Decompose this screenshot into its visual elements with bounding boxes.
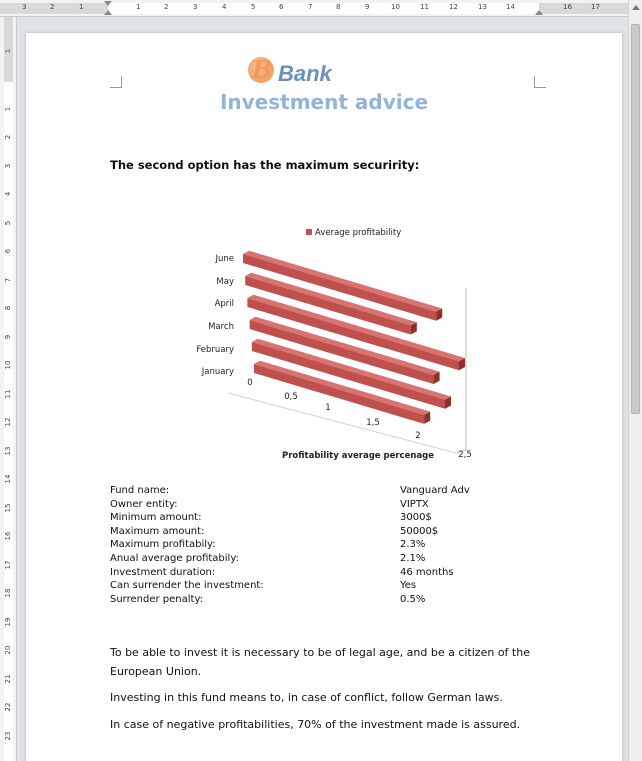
right-indent-marker[interactable] (535, 10, 543, 15)
document-title[interactable]: Investment advice (219, 90, 429, 114)
bank-logo (248, 55, 358, 89)
ruler-number: 2 (50, 3, 55, 11)
ruler-number: 23 (4, 731, 12, 741)
fund-label: Owner entity: (110, 498, 178, 510)
ruler-number: 3 (22, 3, 27, 11)
ruler-number: 10 (391, 3, 400, 11)
scrollbar-thumb[interactable] (631, 24, 640, 414)
ruler-work-area (108, 3, 539, 14)
fund-value: 46 months (400, 566, 454, 578)
x-tick-label: 2 (415, 431, 421, 441)
category-label: February (196, 345, 234, 355)
ruler-number: 1 (136, 3, 141, 11)
logo-name: Bank (278, 61, 332, 86)
document-page[interactable] (26, 33, 622, 761)
fund-label: Surrender penalty: (110, 593, 204, 605)
paragraph-assured-investment[interactable]: In case of negative profitabilities, 70% of the investment made is assured. (110, 718, 521, 731)
fund-label: Can surrender the investment: (110, 580, 264, 592)
ruler-right-margin (539, 3, 628, 14)
fund-label: Minimum amount: (110, 512, 202, 524)
ruler-number: 10 (4, 360, 12, 370)
fund-value: Vanguard Adv (400, 485, 470, 496)
ruler-number: 5 (251, 3, 256, 11)
ruler-number: 17 (4, 560, 12, 570)
ruler-number: 7 (4, 277, 12, 283)
crop-mark-top-left (110, 76, 122, 88)
horizontal-ruler[interactable] (0, 0, 628, 17)
ruler-number: 6 (4, 248, 12, 254)
ruler-number: 7 (308, 3, 313, 11)
fund-value: 2.1% (400, 552, 426, 564)
ruler-number: 3 (193, 3, 198, 11)
fund-label: Maximum amount: (110, 525, 205, 537)
first-line-indent-marker[interactable] (104, 1, 112, 6)
ruler-number: 11 (4, 389, 12, 399)
profitability-chart[interactable] (166, 188, 486, 460)
fund-label: Fund name: (110, 485, 170, 496)
ruler-number: 9 (365, 3, 370, 11)
fund-value: 2.3% (400, 539, 426, 551)
fund-value: 0.5% (400, 593, 426, 605)
crop-mark-top-right (534, 76, 546, 88)
ruler-number: 17 (591, 3, 600, 11)
ruler-number: 16 (4, 531, 12, 541)
fund-value: Yes (400, 580, 417, 592)
ruler-number: 22 (4, 702, 12, 712)
category-label: May (216, 277, 234, 287)
ruler-number: 6 (279, 3, 284, 11)
category-label: April (214, 299, 234, 309)
x-tick-label: 0 (247, 378, 253, 388)
ruler-number: 16 (563, 3, 572, 11)
fund-value: 50000$ (400, 525, 439, 537)
x-axis-label: Profitability average percenage (281, 451, 435, 460)
ruler-number: 8 (4, 305, 12, 311)
document-subtitle[interactable]: The second option has the maximum securirity: (110, 158, 420, 172)
logo-letter: B (252, 55, 273, 84)
ruler-number: 9 (4, 334, 12, 340)
ruler-number: 3 (4, 163, 12, 169)
legend-label: Average profitability (315, 228, 402, 238)
vertical-ruler[interactable] (0, 17, 17, 761)
ruler-number: 2 (164, 3, 169, 11)
ruler-number: 14 (506, 3, 515, 11)
scroll-up-arrow-icon[interactable] (632, 5, 640, 10)
category-label: June (215, 254, 234, 264)
ruler-number: 13 (478, 3, 487, 11)
fund-label: Maximum profitabily: (110, 539, 216, 551)
ruler-number: 11 (420, 3, 429, 11)
x-tick-label: 1 (325, 403, 331, 413)
ruler-number: 5 (4, 220, 12, 226)
vertical-scrollbar[interactable] (628, 0, 642, 761)
ruler-number: 20 (4, 645, 12, 655)
ruler-number: 12 (4, 417, 12, 427)
ruler-number: 18 (4, 588, 12, 598)
x-tick-label: 2,5 (458, 450, 472, 460)
ruler-number: 8 (336, 3, 341, 11)
ruler-number: 12 (449, 3, 458, 11)
ruler-number: 13 (4, 446, 12, 456)
ruler-number: 15 (4, 503, 12, 513)
x-tick-label: 0,5 (284, 392, 298, 402)
ruler-number: 19 (4, 617, 12, 627)
ruler-number: 1 (4, 106, 12, 112)
fund-value: 3000$ (400, 512, 432, 524)
ruler-number: 4 (222, 3, 227, 11)
ruler-number: 21 (4, 674, 12, 684)
hanging-indent-marker[interactable] (104, 10, 112, 15)
ruler-number: 2 (4, 134, 12, 140)
legend-swatch (306, 229, 312, 235)
ruler-number: 1 (79, 3, 84, 11)
paragraph-legal-requirements[interactable]: To be able to invest it is necessary to be of legal age, and be a citizen of the European Union. (110, 646, 530, 678)
ruler-number: 4 (4, 191, 12, 197)
x-tick-label: 1,5 (366, 418, 380, 428)
category-label: January (201, 367, 234, 377)
fund-label: Anual average profitabily: (110, 552, 239, 564)
ruler-number: 14 (4, 474, 12, 484)
fund-value: VIPTX (400, 498, 429, 510)
paragraph-german-laws[interactable]: Investing in this fund means to, in case of conflict, follow German laws. (110, 691, 503, 704)
ruler-number: 1 (4, 48, 12, 54)
category-label: March (208, 322, 234, 332)
fund-label: Investment duration: (110, 566, 216, 578)
